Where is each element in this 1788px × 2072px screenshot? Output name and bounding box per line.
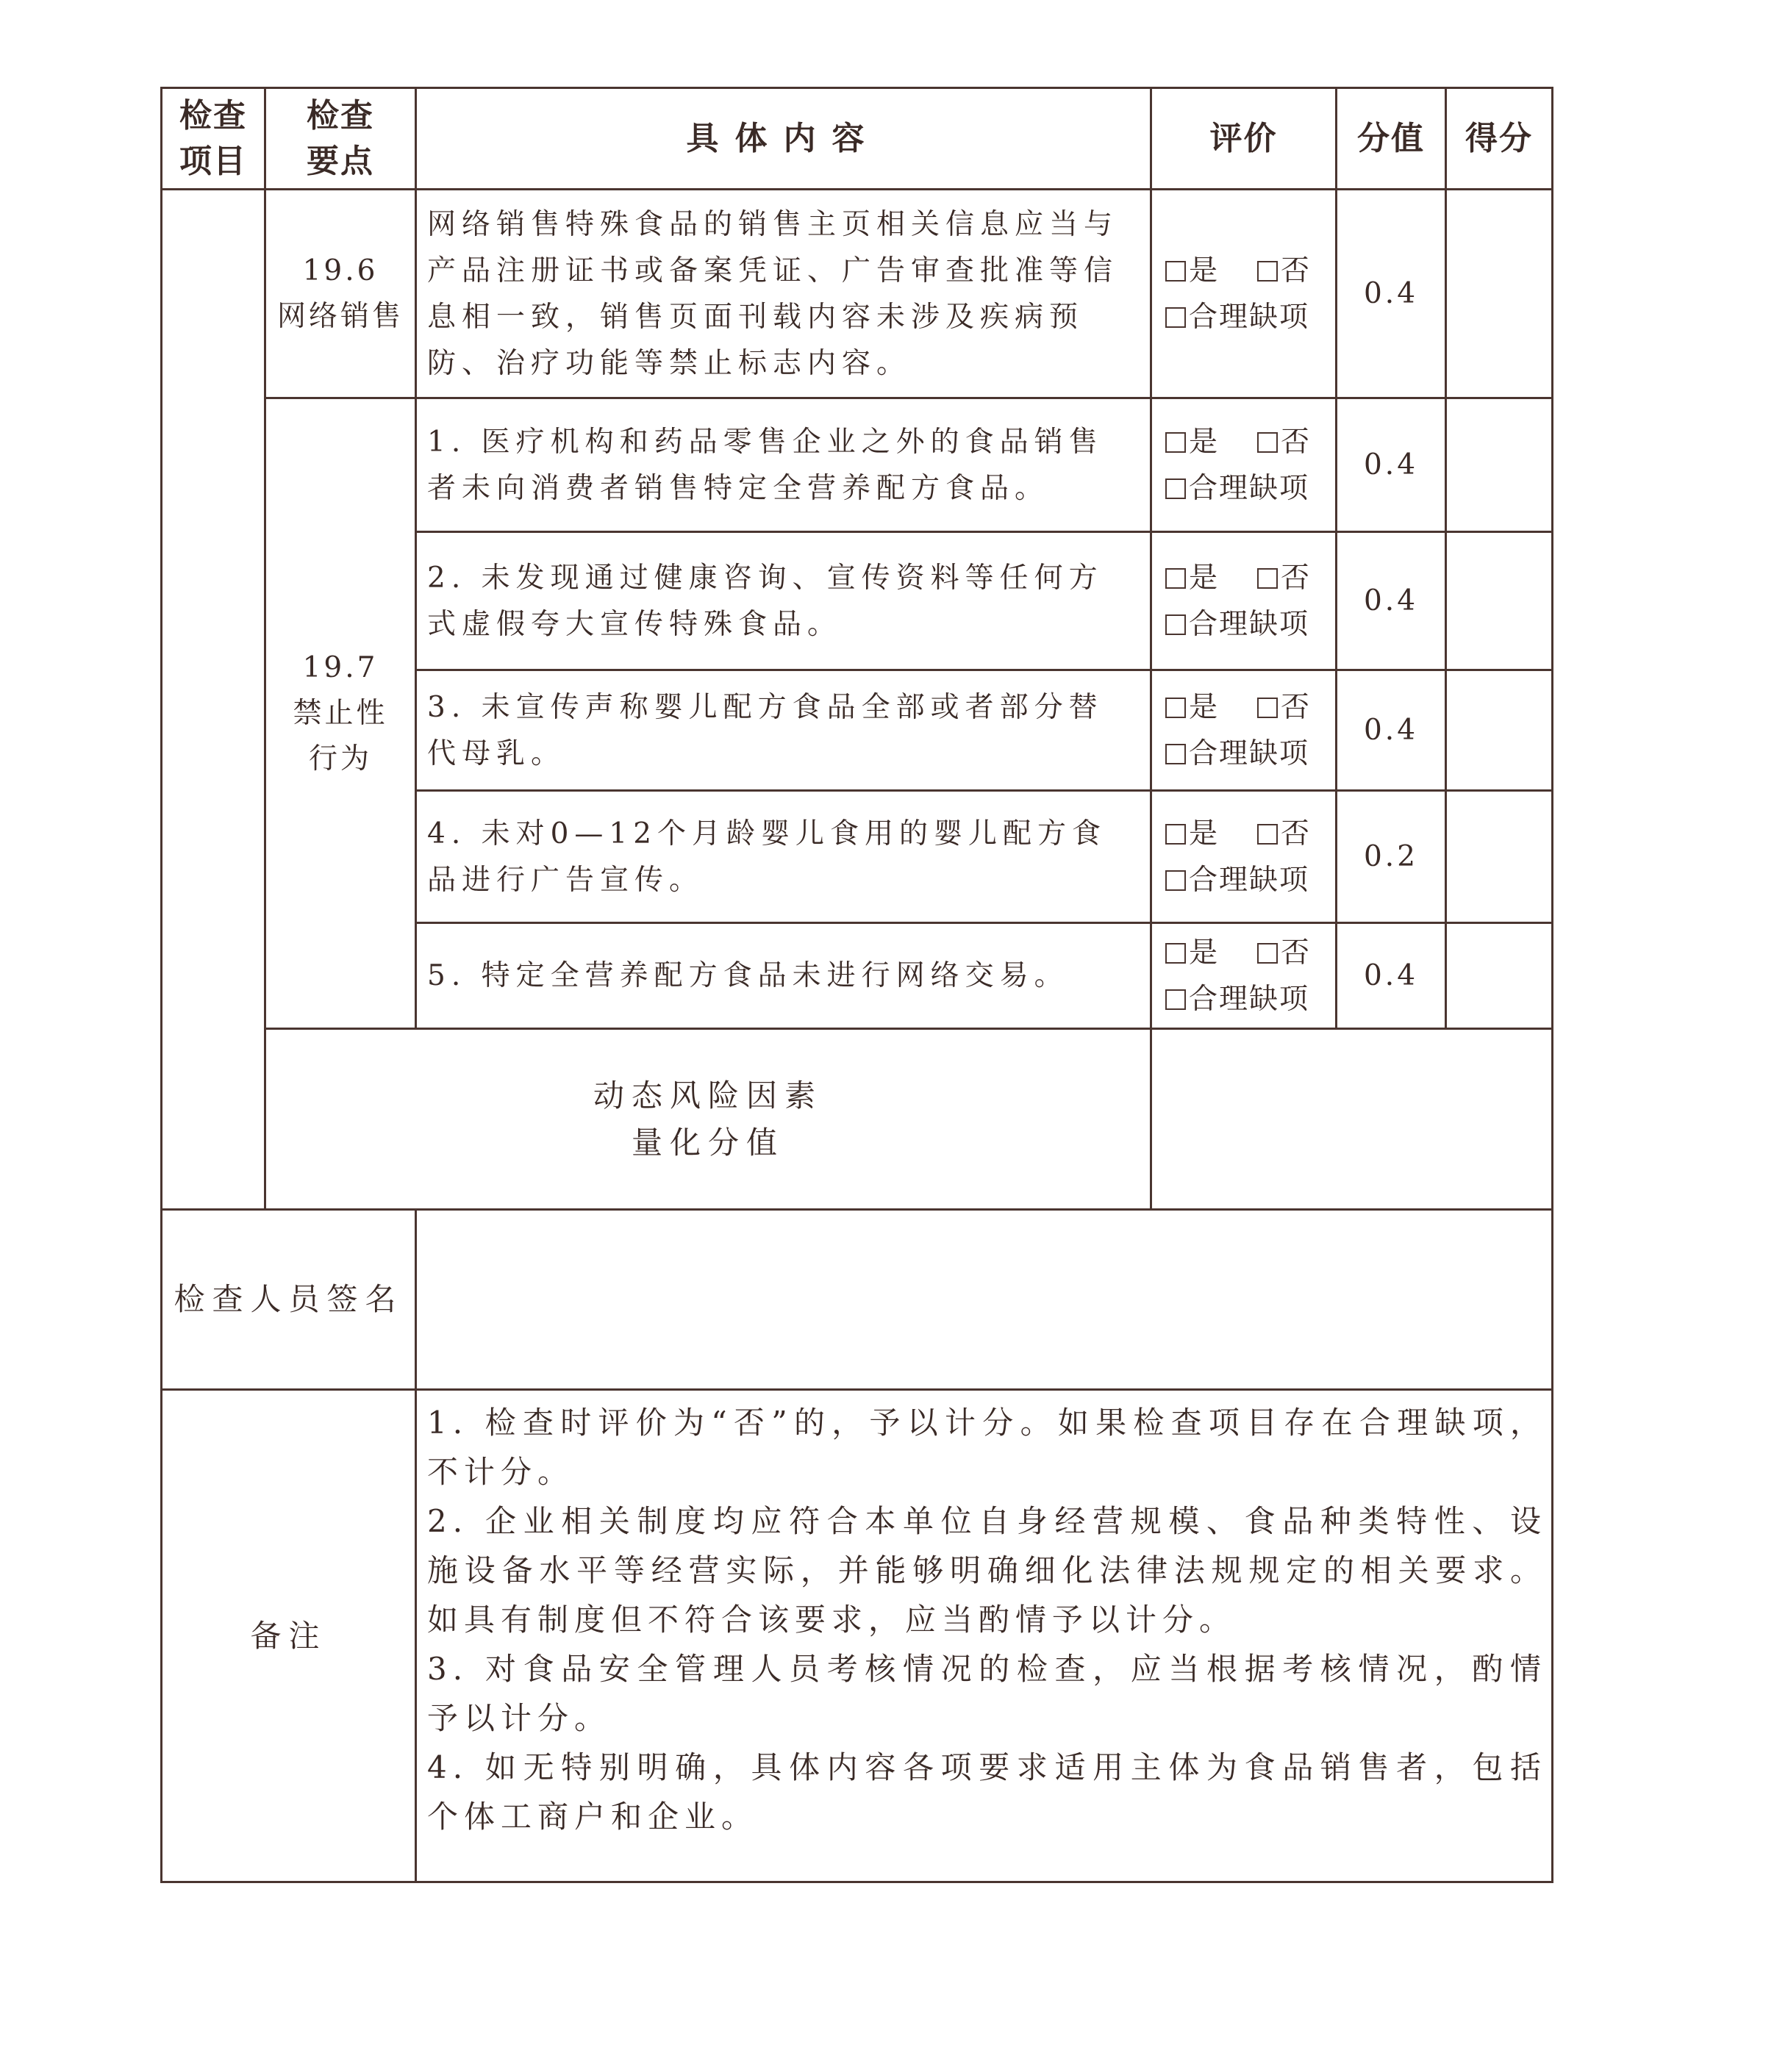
- yes-checkbox[interactable]: [1165, 824, 1186, 845]
- content-cell: 2. 未发现通过健康咨询、宣传资料等任何方式虚假夸大宣传特殊食品。: [416, 532, 1151, 670]
- evaluation-cell: [1151, 532, 1337, 670]
- remarks-label: 备注: [162, 1390, 416, 1882]
- na-checkbox[interactable]: [1165, 989, 1186, 1010]
- inspector-signature-label: 检查人员签名: [162, 1210, 416, 1390]
- inspection-table: [160, 87, 1553, 1883]
- no-label: 否: [1281, 254, 1312, 287]
- inspector-signature-cell[interactable]: [416, 1210, 1553, 1390]
- no-checkbox[interactable]: [1257, 698, 1278, 718]
- value-cell: 0.2: [1337, 791, 1446, 923]
- yes-label: 是: [1189, 254, 1220, 287]
- value-cell: 0.4: [1337, 190, 1446, 398]
- evaluation-cell: [1151, 398, 1337, 532]
- content-cell: 网络销售特殊食品的销售主页相关信息应当与产品注册证书或备案凭证、广告审查批准等信息相一致，销售页面刊载内容未涉及疾病预防、治疗功能等禁止标志内容。: [416, 190, 1151, 398]
- content-cell: 4. 未对0—12个月龄婴儿食用的婴儿配方食品进行广告宣传。: [416, 791, 1151, 923]
- na-label: 合理缺项: [1189, 300, 1310, 334]
- na-label: 合理缺项: [1189, 607, 1310, 641]
- header-score: 得分: [1446, 88, 1553, 190]
- no-label: 否: [1281, 690, 1312, 724]
- na-checkbox[interactable]: [1165, 870, 1186, 891]
- evaluation-cell: [1151, 791, 1337, 923]
- score-cell[interactable]: [1446, 791, 1553, 923]
- remark-item: 1. 检查时评价为“否”的，予以计分。如果检查项目存在合理缺项，不计分。: [427, 1405, 1547, 1490]
- dynamic-risk-label: 动态风险因素 量化分值: [265, 1029, 1151, 1210]
- yes-label: 是: [1189, 817, 1220, 850]
- remarks-row: [162, 1390, 1553, 1882]
- no-checkbox[interactable]: [1257, 943, 1278, 964]
- yes-checkbox[interactable]: [1165, 261, 1186, 282]
- yes-checkbox[interactable]: [1165, 943, 1186, 964]
- no-label: 否: [1281, 561, 1312, 595]
- na-label: 合理缺项: [1189, 471, 1310, 505]
- point-cell: 19.6 网络销售: [265, 190, 416, 398]
- evaluation-cell: [1151, 190, 1337, 398]
- content-cell: 5. 特定全营养配方食品未进行网络交易。: [416, 923, 1151, 1029]
- na-label: 合理缺项: [1189, 736, 1310, 770]
- table-row: [162, 190, 1553, 398]
- na-checkbox[interactable]: [1165, 478, 1186, 499]
- na-checkbox[interactable]: [1165, 744, 1186, 764]
- remark-item: 4. 如无特别明确，具体内容各项要求适用主体为食品销售者，包括个体工商户和企业。: [427, 1749, 1547, 1835]
- yes-checkbox[interactable]: [1165, 698, 1186, 718]
- dynamic-risk-row: [162, 1029, 1553, 1210]
- na-label: 合理缺项: [1189, 863, 1310, 897]
- value-cell: 0.4: [1337, 532, 1446, 670]
- yes-label: 是: [1189, 561, 1220, 595]
- header-point: 检查 要点: [265, 88, 416, 190]
- na-checkbox[interactable]: [1165, 307, 1186, 328]
- value-cell: 0.4: [1337, 923, 1446, 1029]
- yes-label: 是: [1189, 690, 1220, 724]
- header-content: 具体内容: [416, 88, 1151, 190]
- no-label: 否: [1281, 425, 1312, 459]
- score-cell[interactable]: [1446, 532, 1553, 670]
- header-item: 检查 项目: [162, 88, 265, 190]
- evaluation-cell: [1151, 670, 1337, 791]
- score-cell[interactable]: [1446, 923, 1553, 1029]
- na-label: 合理缺项: [1189, 982, 1310, 1016]
- remarks-content: [416, 1390, 1553, 1882]
- score-cell[interactable]: [1446, 398, 1553, 532]
- content-cell: 1. 医疗机构和药品零售企业之外的食品销售者未向消费者销售特定全营养配方食品。: [416, 398, 1151, 532]
- no-checkbox[interactable]: [1257, 568, 1278, 589]
- yes-label: 是: [1189, 425, 1220, 459]
- no-checkbox[interactable]: [1257, 824, 1278, 845]
- table-row: [162, 398, 1553, 532]
- yes-checkbox[interactable]: [1165, 568, 1186, 589]
- header-row: [162, 88, 1553, 190]
- header-evaluation: 评价: [1151, 88, 1337, 190]
- score-cell[interactable]: [1446, 670, 1553, 791]
- item-cell: [162, 190, 265, 1210]
- value-cell: 0.4: [1337, 670, 1446, 791]
- evaluation-cell: [1151, 923, 1337, 1029]
- na-checkbox[interactable]: [1165, 614, 1186, 635]
- score-cell[interactable]: [1446, 190, 1553, 398]
- remark-item: 2. 企业相关制度均应符合本单位自身经营规模、食品种类特性、设施设备水平等经营实际，并能够明确细化法律法规规定的相关要求。如具有制度但不符合该要求，应当酌情予以计分。: [427, 1503, 1547, 1638]
- yes-label: 是: [1189, 936, 1220, 969]
- dynamic-risk-value-cell[interactable]: [1151, 1029, 1553, 1210]
- no-label: 否: [1281, 817, 1312, 850]
- signature-row: [162, 1210, 1553, 1390]
- header-value: 分值: [1337, 88, 1446, 190]
- remark-item: 3. 对食品安全管理人员考核情况的检查，应当根据考核情况，酌情予以计分。: [427, 1651, 1547, 1736]
- no-label: 否: [1281, 936, 1312, 969]
- no-checkbox[interactable]: [1257, 432, 1278, 453]
- yes-checkbox[interactable]: [1165, 432, 1186, 453]
- point-cell: 19.7 禁止性 行为: [265, 398, 416, 1029]
- value-cell: 0.4: [1337, 398, 1446, 532]
- no-checkbox[interactable]: [1257, 261, 1278, 282]
- content-cell: 3. 未宣传声称婴儿配方食品全部或者部分替代母乳。: [416, 670, 1151, 791]
